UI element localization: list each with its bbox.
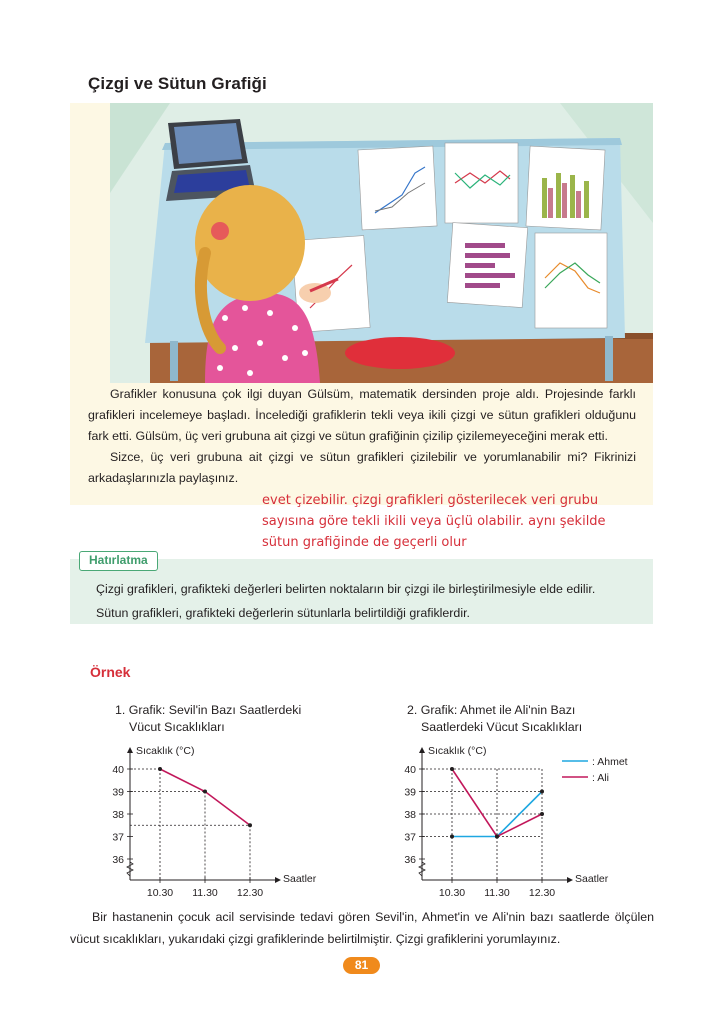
legend-label: : Ali — [592, 772, 609, 784]
story-paragraph-1: Grafikler konusuna çok ilgi duyan Gülsüm, matematik dersinden proje aldı. Projesinde farklı grafikleri incelemeye başladı. İncelediği grafiklerin tekli veya ikili çizgi ve sütun grafikleri olduğunu fark etti. Gülsüm, üç veri grubuna ait çizgi ve sütun grafiğinin çizilip çizilemeyeceğini merak etti. — [88, 387, 636, 443]
x-axis-arrow — [567, 877, 573, 883]
handwritten-answer: evet çizebilir. çizgi grafikleri gösterilecek veri grubu sayısına göre tekli ikili veya üçlü olabilir. aynı şekilde sütun grafiğinde de geçerli olur — [262, 493, 606, 550]
y-tick-label: 39 — [404, 786, 416, 799]
reminder-text — [96, 577, 646, 625]
x-tick-label: 11.30 — [484, 887, 510, 899]
graph-2-title — [407, 702, 657, 736]
graph-2-title-line-2: Saatlerdeki Vücut Sıcaklıkları — [421, 720, 583, 734]
paper-chart-5 — [535, 233, 607, 328]
y-tick-label: 40 — [112, 764, 124, 776]
page-number: 81 — [343, 957, 380, 974]
question-text — [70, 906, 654, 950]
x-axis-arrow — [275, 877, 281, 883]
y-tick-label: 36 — [404, 854, 416, 866]
line-chart-2 — [392, 740, 632, 900]
x-axis-label: Saatler — [575, 873, 609, 885]
graph-2-title-line-1: 2. Grafik: Ahmet ile Ali'nin Bazı — [407, 703, 576, 717]
y-tick-label: 39 — [112, 786, 124, 799]
y-axis-label: Sıcaklık (°C) — [428, 745, 487, 757]
legend-label: : Ahmet — [592, 756, 628, 768]
story-text — [88, 384, 636, 489]
paper-chart-4 — [447, 223, 527, 308]
reminder-line-2: Sütun grafikleri, grafikteki değerlerin sütunlarla belirtildiği grafiklerdir. — [96, 606, 470, 620]
question-text-body: Bir hastanenin çocuk acil servisinde tedavi gören Sevil'in, Ahmet'in ve Ali'nin bazı saatlerde ölçülen vücut sıcaklıkları, yukarıdaki çizgi grafiklerinde belirtilmiştir. Çizgi grafiklerini yorumlayınız. — [70, 910, 654, 946]
y-tick-label: 38 — [404, 809, 416, 821]
y-axis-arrow — [419, 747, 425, 753]
example-title: Örnek — [90, 664, 131, 680]
paper-chart-2 — [445, 143, 518, 223]
x-tick-label: 11.30 — [192, 887, 218, 899]
graph-1-title-line-2: Vücut Sıcaklıkları — [129, 720, 225, 734]
y-tick-label: 38 — [112, 809, 124, 821]
y-axis-label: Sıcaklık (°C) — [136, 745, 195, 757]
graph-1-title-line-1: 1. Grafik: Sevil'in Bazı Saatlerdeki — [115, 703, 302, 717]
x-tick-label: 10.30 — [438, 887, 466, 899]
paper-chart-1 — [358, 146, 437, 230]
x-tick-label: 10.30 — [146, 887, 174, 899]
reminder-line-1: Çizgi grafikleri, grafikteki değerleri belirten noktaların bir çizgi ile birleştirilmesiyle elde edilir. — [96, 582, 596, 596]
line-chart-1 — [100, 740, 330, 900]
illustration-girl-at-desk — [110, 103, 653, 383]
data-point — [495, 835, 499, 839]
x-tick-label: 12.30 — [528, 887, 556, 899]
data-point — [450, 835, 454, 839]
data-point — [540, 812, 544, 816]
data-point — [540, 790, 544, 794]
x-axis-label: Saatler — [283, 873, 317, 885]
paper-chart-3 — [526, 146, 605, 230]
data-point — [203, 790, 207, 794]
data-point — [158, 767, 162, 771]
y-axis-arrow — [127, 747, 133, 753]
y-tick-label: 36 — [112, 854, 124, 866]
data-point — [450, 767, 454, 771]
y-tick-label: 37 — [404, 831, 416, 844]
story-paragraph-2: Sizce, üç veri grubuna ait çizgi ve sütun grafikleri çizilebilir ve yorumlanabilir mi? Fikrinizi arkadaşlarınızla paylaşınız. — [88, 450, 636, 485]
reminder-label: Hatırlatma — [79, 551, 158, 571]
x-tick-label: 12.30 — [236, 887, 264, 899]
data-point — [248, 823, 252, 827]
graph-1-title — [115, 702, 365, 736]
section-title: Çizgi ve Sütun Grafiği — [88, 74, 267, 93]
y-tick-label: 40 — [404, 764, 416, 776]
y-tick-label: 37 — [112, 831, 124, 844]
